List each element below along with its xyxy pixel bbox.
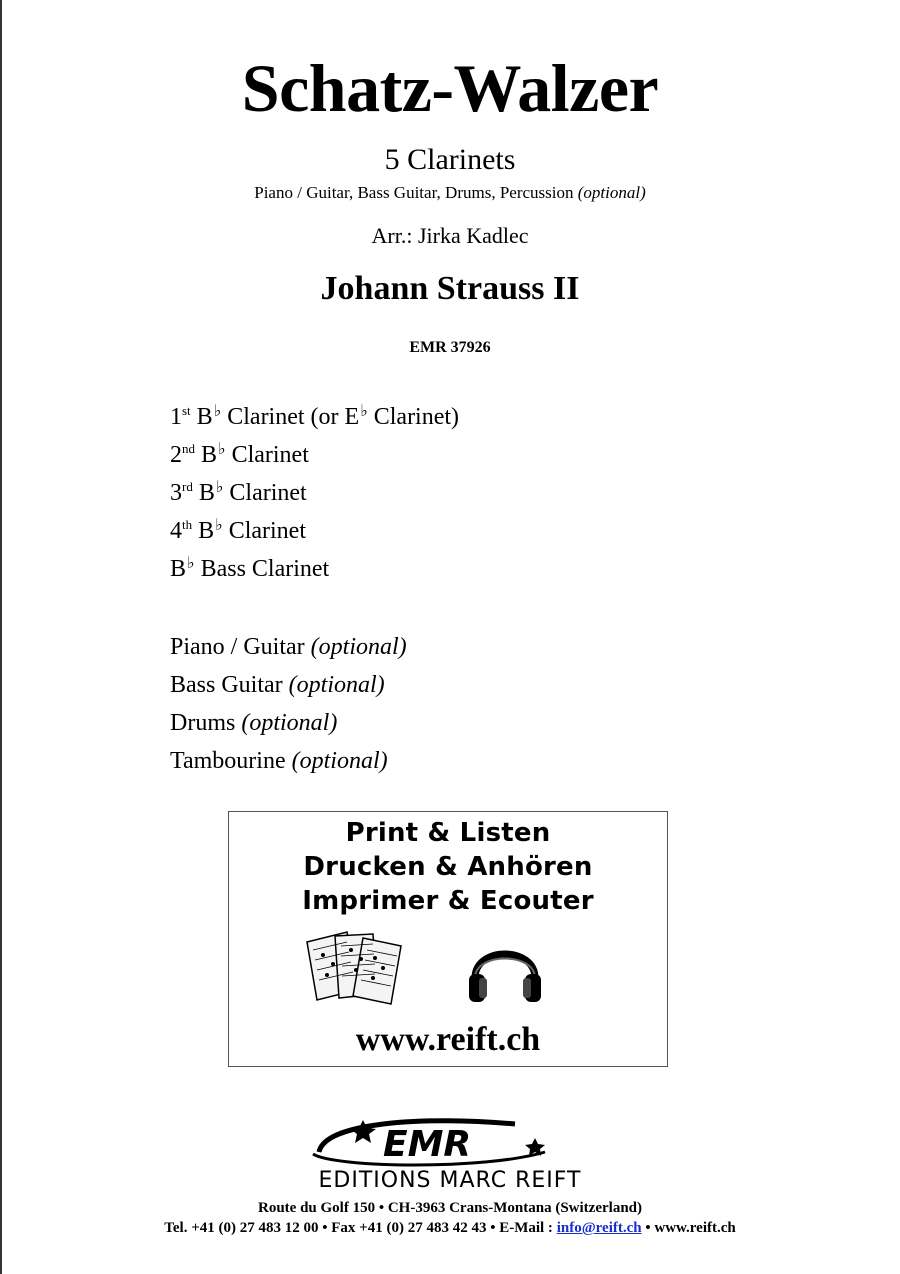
flat-sign: ♭ [215,479,224,496]
flat-sign: ♭ [215,517,223,534]
part-item: 4th B♭ Clarinet [170,517,306,544]
arranger: Arr.: Jirka Kadlec [371,223,529,248]
scoring-text: Piano / Guitar, Bass Guitar, Drums, Percussion [254,183,574,202]
clarinet-parts-list [170,398,770,588]
part-item: B♭ Bass Clarinet [170,555,330,582]
title: Schatz-Walzer [241,50,659,126]
scoring-line [0,182,900,204]
promo-line-fr: Imprimer & Ecouter [302,886,594,916]
email-link[interactable]: info@reift.ch [556,1220,642,1236]
contact-phone-fax: Tel. +41 (0) 27 483 12 00 • Fax +41 (0) 27 483 42 43 • E-Mail : [164,1220,557,1236]
promo-line-de: Drucken & Anhören [303,852,593,882]
part-item: 3rd B♭ Clarinet [170,479,307,506]
scoring-optional: (optional) [577,183,646,202]
part-item: Piano / Guitar (optional) [170,634,407,660]
flat-sign: ♭ [218,441,226,458]
publisher-address: Route du Golf 150 • CH-3963 Crans-Montana (Switzerland) [258,1200,642,1216]
part-item: 1st B♭ Clarinet (or E♭ Clarinet) [170,403,460,430]
composer: Johann Strauss II [320,270,580,307]
headphones-icon [465,932,545,1012]
part-item: Bass Guitar (optional) [170,672,385,698]
subtitle: 5 Clarinets [384,143,516,176]
contact-web[interactable]: • www.reift.ch [641,1220,736,1236]
promo-line-en: Print & Listen [345,818,551,848]
part-item: Tambourine (optional) [170,748,388,774]
sheet-music-icon [301,928,411,1008]
publisher-contact [0,1218,900,1238]
svg-text:EMR: EMR [383,1124,472,1165]
emr-logo [305,1112,595,1170]
part-item: Drums (optional) [170,710,338,736]
publisher-name: EDITIONS MARC REIFT [318,1168,582,1193]
print-listen-box[interactable] [228,811,668,1067]
optional-parts-list [170,628,770,780]
part-item: 2nd B♭ Clarinet [170,441,309,468]
flat-sign: ♭ [213,403,222,420]
catalog-number: EMR 37926 [409,339,491,356]
flat-sign: ♭ [360,403,368,420]
flat-sign: ♭ [187,555,195,572]
promo-url[interactable]: www.reift.ch [355,1021,541,1058]
